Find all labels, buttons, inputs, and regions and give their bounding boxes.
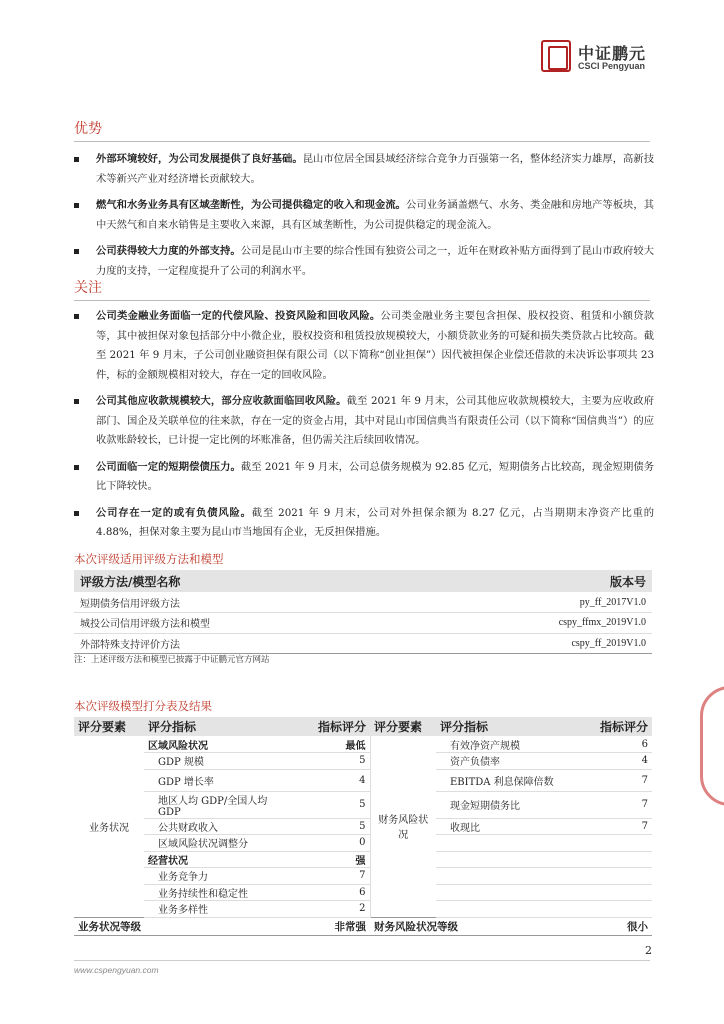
- left-score: 2: [284, 901, 370, 918]
- left-indicator: 地区人均 GDP/全国人均 GDP: [144, 791, 284, 818]
- concern-item: [74, 458, 654, 497]
- table-row: [74, 851, 652, 868]
- methods-note: 注：上述评级方法和模型已披露于中证鹏元官方网站: [74, 655, 270, 665]
- concern-text: 截至 2021 年 9 月末，公司其他应收款规模较大，主要为应收政府部门、国企及关联单位的往来款，存在一定的资金占用，其中对昆山市国信典当有限责任公司（以下简称“国信典当”）的应收款账龄较长，已计提一定比例的坏账准备，但仍需关注后续回收情况。: [96, 395, 654, 446]
- footer-divider: [74, 960, 650, 961]
- left-indicator: 业务多样性: [144, 901, 284, 918]
- right-score: 4: [576, 753, 652, 770]
- left-score: 5: [284, 753, 370, 770]
- right-score: 7: [576, 769, 652, 791]
- method-name: 城投公司信用评级方法和模型: [74, 613, 414, 634]
- logo-seal-icon: [541, 40, 571, 72]
- strength-text: 昆山市位居全国县域经济综合竞争力百强第一名，整体经济实力雄厚，高新技术等新兴产业对经济增长贡献较大。: [96, 153, 655, 185]
- methods-header-version: 版本号: [414, 570, 652, 592]
- right-indicator: 有效净资产规模: [436, 736, 576, 753]
- concern-heading: 公司面临一定的短期偿债压力。: [96, 460, 241, 473]
- left-score: 6: [284, 884, 370, 901]
- scores-header-row: [74, 717, 652, 736]
- left-indicator: 区域风险状况: [144, 736, 284, 753]
- right-empty-cell: [576, 868, 652, 885]
- scores-table-title: 本次评级模型打分表及结果: [74, 699, 212, 713]
- right-indicator: 收现比: [436, 818, 576, 835]
- concern-item: [74, 307, 654, 385]
- left-score: 4: [284, 769, 370, 791]
- method-name: 短期债务信用评级方法: [74, 592, 414, 613]
- table-row: [74, 791, 652, 818]
- logo-english-name: CSCI Pengyuan: [578, 61, 646, 71]
- bullet-square-icon: [74, 399, 79, 404]
- table-row: [74, 769, 652, 791]
- table-row: [74, 868, 652, 885]
- methods-table-title: 本次评级适用评级方法和模型: [74, 552, 224, 566]
- method-version: cspy_ffmx_2019V1.0: [414, 613, 652, 634]
- table-row: [74, 753, 652, 770]
- strength-heading: 外部环境较好，为公司发展提供了良好基础。: [96, 153, 303, 165]
- strength-text: 公司业务涵盖燃气、水务、类金融和房地产等板块，其中天然气和自来水销售是主要收入来源，具有区域垄断性，为公司提供稳定的现金流入。: [96, 199, 655, 231]
- concern-heading: 公司类金融业务面临一定的代偿风险、投资风险和回收风险。: [96, 310, 381, 322]
- scores-table: [74, 717, 652, 936]
- right-factor-label: 财务风险状况: [370, 736, 436, 917]
- concern-heading: 公司其他应收款规模较大，部分应收款面临回收风险。: [96, 395, 347, 407]
- concerns-title: 关注: [74, 280, 102, 296]
- financial-level-label: 财务风险状况等级: [370, 917, 576, 935]
- concern-heading: 公司存在一定的或有负债风险。: [96, 506, 252, 519]
- strength-item: [74, 150, 654, 189]
- table-row: [74, 736, 652, 753]
- left-indicator: GDP 规模: [144, 753, 284, 770]
- table-row: [74, 613, 652, 634]
- bullet-square-icon: [74, 249, 79, 254]
- financial-level-value: 很小: [576, 917, 652, 935]
- header-factor-right: 评分要素: [370, 717, 436, 736]
- header-indicator-left: 评分指标: [144, 717, 284, 736]
- red-seal-stamp: [700, 686, 724, 806]
- strengths-title: 优势: [74, 121, 102, 137]
- bullet-square-icon: [74, 511, 79, 516]
- method-version: py_ff_2017V1.0: [414, 592, 652, 613]
- bullet-square-icon: [74, 157, 79, 162]
- concern-text: 截至 2021 年 9 月末，公司对外担保余额为 8.27 亿元，占当期期末净资产比重的 4.88%，担保对象主要为昆山市当地国有企业，无反担保措施。: [96, 506, 654, 538]
- right-empty-cell: [436, 868, 576, 885]
- right-empty-cell: [576, 851, 652, 868]
- right-indicator: 资产负债率: [436, 753, 576, 770]
- logo-chinese-name: 中证鹏元: [578, 44, 647, 63]
- footer-website: www.cspengyuan.com: [74, 965, 159, 975]
- concerns-list: [74, 307, 654, 550]
- strength-heading: 燃气和水务业务具有区域垄断性，为公司提供稳定的收入和现金流。: [96, 199, 407, 211]
- right-empty-cell: [576, 835, 652, 852]
- methods-table: [74, 570, 652, 654]
- concern-item: [74, 392, 654, 451]
- concern-item: [74, 504, 654, 543]
- table-row: [74, 818, 652, 835]
- left-score: 0: [284, 835, 370, 852]
- strength-item: [74, 196, 654, 235]
- method-name: 外部特殊支持评价方法: [74, 633, 414, 654]
- right-empty-cell: [436, 835, 576, 852]
- bullet-square-icon: [74, 314, 79, 319]
- table-row: [74, 592, 652, 613]
- table-row: [74, 884, 652, 901]
- left-score: 强: [284, 851, 370, 868]
- left-indicator: 经营状况: [144, 851, 284, 868]
- concern-text: 截至 2021 年 9 月末，公司总债务规模为 92.85 亿元，短期债务占比较高，现金短期债务比下降较快。: [96, 460, 655, 492]
- right-empty-cell: [436, 884, 576, 901]
- table-row: [74, 835, 652, 852]
- strength-text: 公司是昆山市主要的综合性国有独资公司之一，近年在财政补贴方面得到了昆山市政府较大力度的支持，一定程度提升了公司的利润水平。: [96, 245, 655, 277]
- left-factor-label: 业务状况: [89, 822, 129, 834]
- bullet-square-icon: [74, 465, 79, 470]
- strength-item: [74, 242, 654, 281]
- header-indicator-right: 评分指标: [436, 717, 576, 736]
- left-indicator: GDP 增长率: [144, 769, 284, 791]
- right-score: 6: [576, 736, 652, 753]
- method-version: cspy_ff_2019V1.0: [414, 633, 652, 654]
- scores-footer-row: [74, 917, 652, 935]
- right-score: 7: [576, 791, 652, 818]
- right-empty-cell: [436, 851, 576, 868]
- page-number: 2: [645, 944, 652, 957]
- company-logo: [541, 40, 651, 76]
- concern-text: 公司类金融业务主要包含担保、股权投资、租赁和小额贷款等，其中被担保对象包括部分中小微企业，股权投资和租赁投放规模较大，小额贷款业务的可疑和损失类贷款占比较高。截至 2021 年 9 月末，子公司创业融资担保有限公司（以下简称“创业担保”）因代被担保企业偿还借款的未决诉讼事项共 23 件，标的金额规模相对较大，存在一定的回收风险。: [96, 310, 655, 381]
- left-score: 5: [284, 818, 370, 835]
- left-score: 5: [284, 791, 370, 818]
- right-empty-cell: [576, 884, 652, 901]
- left-indicator: 区域风险状况调整分: [144, 835, 284, 852]
- left-score: 7: [284, 868, 370, 885]
- business-level-value: 非常强: [284, 917, 370, 935]
- left-indicator: 公共财政收入: [144, 818, 284, 835]
- right-indicator: 现金短期债务比: [436, 791, 576, 818]
- strengths-divider: [74, 141, 650, 142]
- left-indicator: 业务持续性和稳定性: [144, 884, 284, 901]
- header-score-right: 指标评分: [576, 717, 652, 736]
- right-indicator: EBITDA 利息保障倍数: [436, 769, 576, 791]
- right-empty-cell: [576, 901, 652, 918]
- header-score-left: 指标评分: [284, 717, 370, 736]
- bullet-square-icon: [74, 203, 79, 208]
- strength-heading: 公司获得较大力度的外部支持。: [96, 245, 241, 257]
- concerns-divider: [74, 300, 650, 301]
- strengths-list: [74, 150, 654, 288]
- table-row: [74, 901, 652, 918]
- right-score: 7: [576, 818, 652, 835]
- business-level-label: 业务状况等级: [74, 917, 284, 935]
- header-factor-left: 评分要素: [74, 717, 144, 736]
- table-row: [74, 633, 652, 654]
- right-empty-cell: [436, 901, 576, 918]
- left-indicator: 业务竞争力: [144, 868, 284, 885]
- left-score: 最低: [284, 736, 370, 753]
- methods-header-name: 评级方法/模型名称: [74, 570, 414, 592]
- methods-header-row: [74, 570, 652, 592]
